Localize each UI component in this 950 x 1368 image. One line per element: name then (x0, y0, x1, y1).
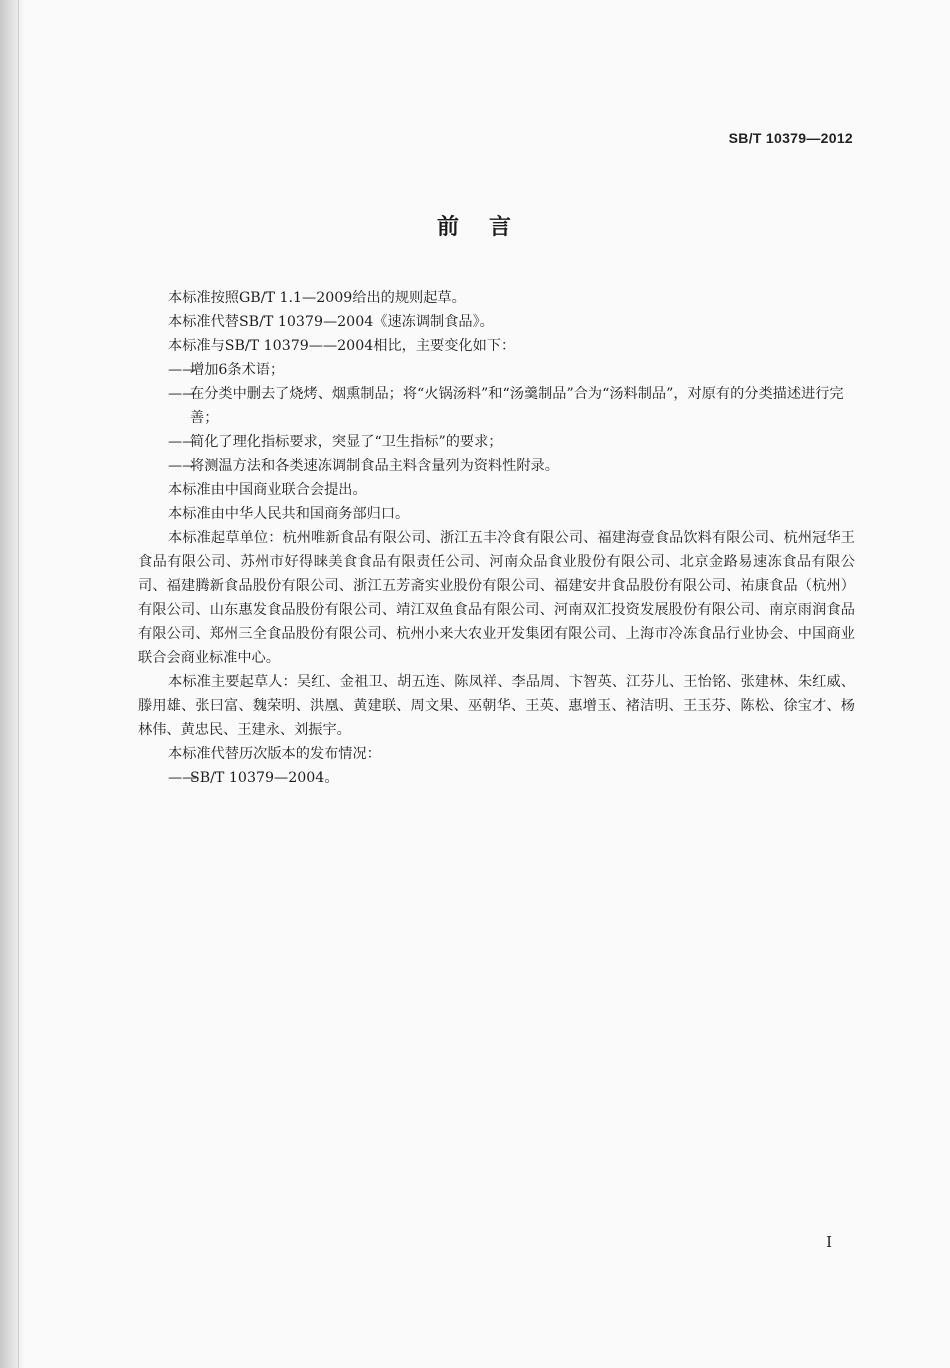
list-item (138, 358, 855, 382)
paragraph-administered-by: 本标准由中华人民共和国商务部归口。 (168, 506, 410, 522)
page-number: I (826, 1233, 832, 1251)
paragraph-version-history: 本标准代替历次版本的发布情况： (168, 746, 381, 762)
list-item (138, 766, 855, 790)
paragraph-drafting-rules: 本标准按照GB/T 1.1—2009给出的规则起草。 (168, 290, 466, 306)
list-item-text: SB/T 10379—2004。 (190, 770, 339, 786)
list-item-text: 将测温方法和各类速冻调制食品主料含量列为资料性附录。 (190, 458, 559, 474)
list-item (138, 382, 855, 430)
list-item-text: 简化了理化指标要求，突显了“卫生指标”的要求； (190, 434, 503, 450)
list-item-text: 在分类中删去了烧烤、烟熏制品；将“火锅汤料”和“汤羹制品”合为“汤料制品”，对原有的分类描述进行完善； (190, 386, 844, 426)
paragraph-changes-intro: 本标准与SB/T 10379——2004相比，主要变化如下： (168, 338, 516, 354)
list-item (138, 454, 855, 478)
dash-marker: —— (168, 362, 197, 378)
dash-marker: —— (168, 386, 197, 402)
paragraph-proposed-by: 本标准由中国商业联合会提出。 (168, 482, 367, 498)
dash-marker: —— (168, 770, 197, 786)
list-item (138, 430, 855, 454)
dash-marker: —— (168, 458, 197, 474)
binding-edge-line (18, 0, 19, 1368)
document-code: SB/T 10379—2012 (728, 130, 853, 146)
list-item-text: 增加6条术语； (190, 362, 285, 378)
page-title: 前言 (436, 215, 541, 240)
foreword-body (138, 286, 855, 790)
paragraph-replaces: 本标准代替SB/T 10379—2004《速冻调制食品》。 (168, 314, 494, 330)
binding-shadow (0, 0, 24, 1368)
paragraph-drafters: 本标准主要起草人：吴红、金祖卫、胡五连、陈凤祥、李品周、卞智英、江芬儿、王怡铭、张建林、朱红威、滕用雄、张曰富、魏荣明、洪凰、黄建联、周文果、巫朝华、王英、惠增玉、褚洁明、王玉芬、陈松、徐宝才、杨林伟、黄忠民、王建永、刘振宇。 (138, 674, 855, 738)
dash-marker: —— (168, 434, 197, 450)
paragraph-drafting-units: 本标准起草单位：杭州唯新食品有限公司、浙江五丰冷食有限公司、福建海壹食品饮料有限公司、杭州冠华王食品有限公司、苏州市好得睐美食食品有限责任公司、河南众品食业股份有限公司、北京金路易速冻食品有限公司、福建腾新食品股份有限公司、浙江五芳斋实业股份有限公司、福建安井食品股份有限公司、祐康食品（杭州）有限公司、山东惠发食品股份有限公司、靖江双鱼食品有限公司、河南双汇投资发展股份有限公司、南京雨润食品有限公司、郑州三全食品股份有限公司、杭州小来大农业开发集团有限公司、上海市冷冻食品行业协会、中国商业联合会商业标准中心。 (138, 530, 855, 666)
